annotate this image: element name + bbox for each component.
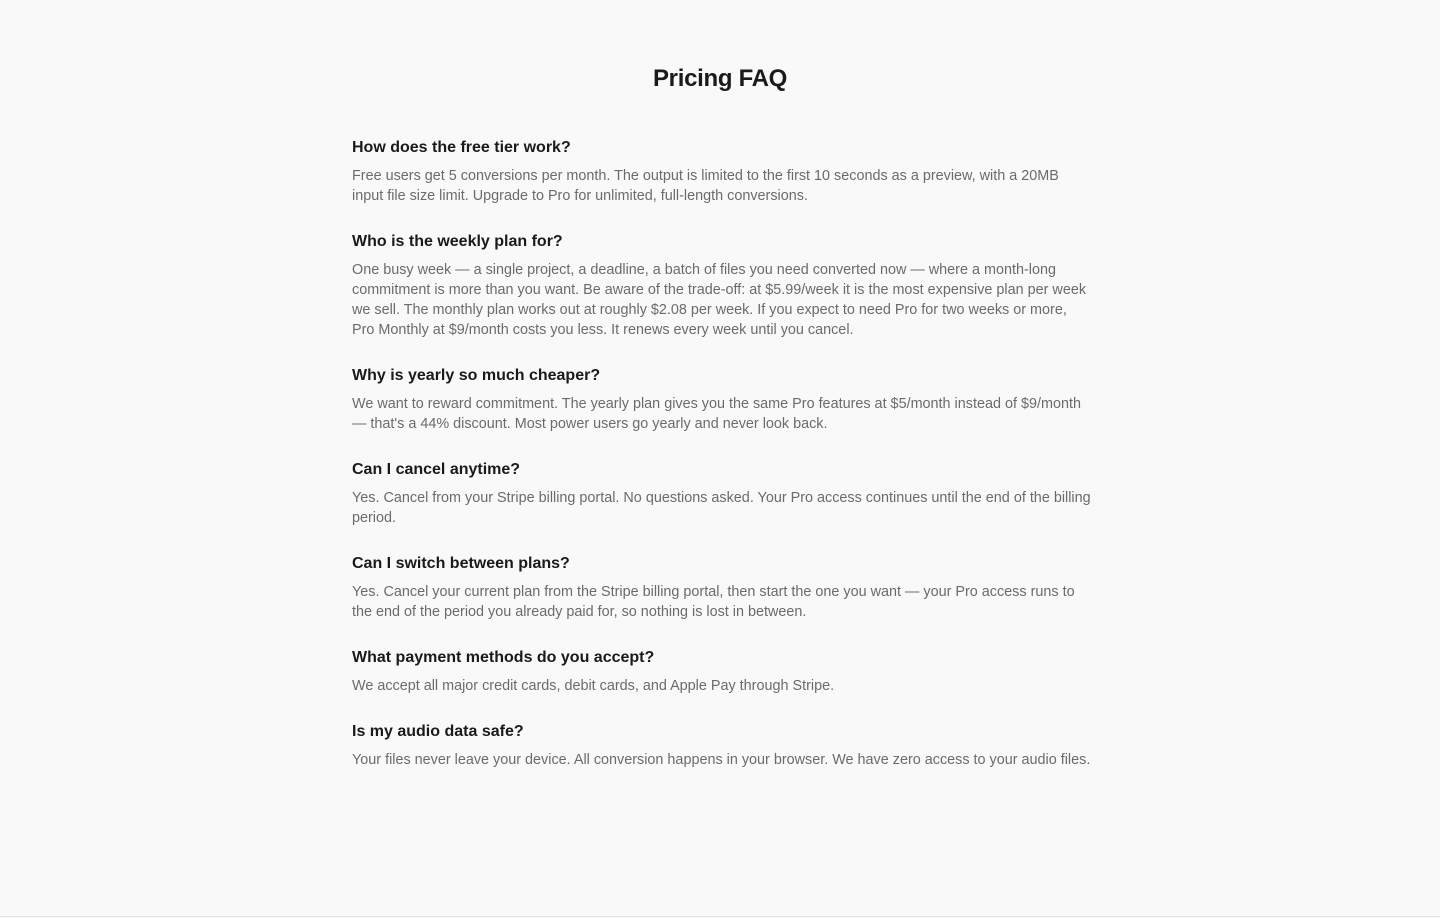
faq-item	[352, 364, 1092, 434]
faq-item	[352, 552, 1092, 622]
faq-answer: Free users get 5 conversions per month. The output is limited to the first 10 seconds as a preview, with a 20MB input file size limit. Upgrade to Pro for unlimited, full-length conversions.	[352, 168, 1059, 204]
faq-item	[352, 230, 1092, 340]
faq-answer: Yes. Cancel your current plan from the Stripe billing portal, then start the one you want — your Pro access runs to the end of the period you already paid for, so nothing is lost in between.	[352, 584, 1075, 620]
page-title: Pricing FAQ	[652, 65, 788, 92]
faq-answer: Your files never leave your device. All conversion happens in your browser. We have zero access to your audio files.	[352, 752, 1091, 768]
faq-list	[352, 136, 1092, 794]
faq-item	[352, 458, 1092, 528]
faq-answer: We want to reward commitment. The yearly plan gives you the same Pro features at $5/month instead of $9/month — that's a 44% discount. Most power users go yearly and never look back.	[352, 396, 1081, 432]
faq-item	[352, 136, 1092, 206]
faq-item	[352, 720, 1092, 770]
faq-question: Who is the weekly plan for?	[352, 233, 563, 250]
faq-question: What payment methods do you accept?	[352, 649, 655, 666]
faq-question: Can I cancel anytime?	[352, 461, 521, 478]
faq-question: How does the free tier work?	[352, 139, 571, 156]
faq-answer: Yes. Cancel from your Stripe billing portal. No questions asked. Your Pro access continues until the end of the billing period.	[352, 490, 1091, 526]
faq-question: Why is yearly so much cheaper?	[352, 367, 601, 384]
faq-question: Is my audio data safe?	[352, 723, 524, 740]
faq-item	[352, 646, 1092, 696]
footer-divider	[0, 916, 1440, 917]
faq-answer: One busy week — a single project, a deadline, a batch of files you need converted now — where a month-long commitment is more than you want. Be aware of the trade-off: at $5.99/week it is the most expensive plan per week we sell. The monthly plan works out at roughly $2.08 per week. If you expect to need Pro for two weeks or more, Pro Monthly at $9/month costs you less. It renews every week until you cancel.	[352, 262, 1087, 338]
faq-question: Can I switch between plans?	[352, 555, 570, 572]
faq-answer: We accept all major credit cards, debit cards, and Apple Pay through Stripe.	[352, 678, 835, 694]
